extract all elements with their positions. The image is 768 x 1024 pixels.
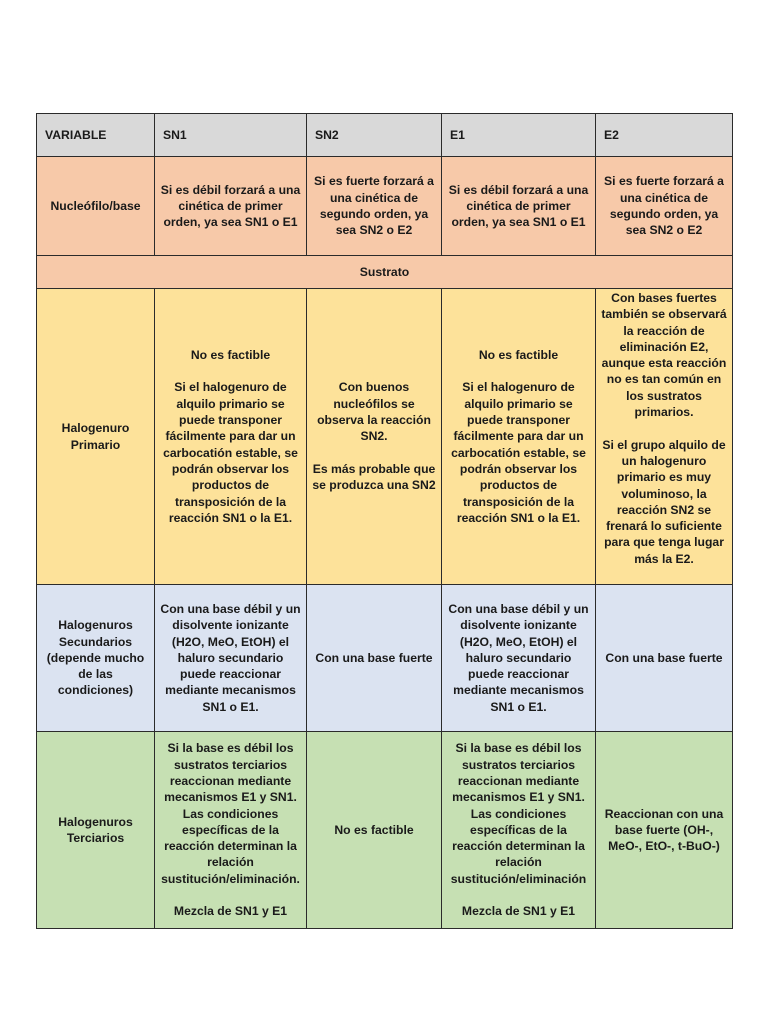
row-secundario bbox=[37, 585, 733, 732]
row-nucleofilo bbox=[37, 157, 733, 256]
cell-primario-e2: Con bases fuertes también se observará la reacción de eliminación E2, aunque esta reacción no es tan común en los sustratos primarios. Si el grupo alquilo de un halogenuro primario es muy voluminoso, la reacción SN2 se frenará lo suficiente para que tenga lugar más la E2. bbox=[596, 289, 733, 585]
row-sustrato-section bbox=[37, 256, 733, 289]
row-primario bbox=[37, 289, 733, 585]
comparison-table bbox=[36, 113, 733, 929]
cell-secundario-e2: Con una base fuerte bbox=[596, 585, 733, 732]
cell-primario-e1: No es factible Si el halogenuro de alquilo primario se puede transponer fácilmente para dar un carbocatión estable, se podrán observar los productos de transposición de la reacción SN1 o la E1. bbox=[442, 289, 596, 585]
row-terciario bbox=[37, 732, 733, 929]
cell-primario-sn2: Con buenos nucleófilos se observa la reacción SN2. Es más probable que se produzca una SN2 bbox=[307, 289, 442, 585]
row-label-primario: Halogenuro Primario bbox=[37, 289, 155, 585]
cell-nucleofilo-e1: Si es débil forzará a una cinética de primer orden, ya sea SN1 o E1 bbox=[442, 157, 596, 256]
header-e2: E2 bbox=[596, 114, 733, 157]
cell-secundario-sn1: Con una base débil y un disolvente ionizante (H2O, MeO, EtOH) el haluro secundario puede reaccionar mediante mecanismos SN1 o E1. bbox=[155, 585, 307, 732]
cell-terciario-e2: Reaccionan con una base fuerte (OH-, MeO-, EtO-, t-BuO-) bbox=[596, 732, 733, 929]
cell-terciario-sn2: No es factible bbox=[307, 732, 442, 929]
header-row bbox=[37, 114, 733, 157]
header-variable: VARIABLE bbox=[37, 114, 155, 157]
header-sn1: SN1 bbox=[155, 114, 307, 157]
cell-terciario-sn1: Si la base es débil los sustratos terciarios reaccionan mediante mecanismos E1 y SN1. Las condiciones específicas de la reacción determinan la relación sustitución/eliminación. Mezcla de SN1 y E1 bbox=[155, 732, 307, 929]
cell-nucleofilo-sn2: Si es fuerte forzará a una cinética de segundo orden, ya sea SN2 o E2 bbox=[307, 157, 442, 256]
header-e1: E1 bbox=[442, 114, 596, 157]
header-sn2: SN2 bbox=[307, 114, 442, 157]
cell-secundario-sn2: Con una base fuerte bbox=[307, 585, 442, 732]
row-label-secundario: Halogenuros Secundarios (depende mucho de las condiciones) bbox=[37, 585, 155, 732]
row-label-nucleofilo: Nucleófilo/base bbox=[37, 157, 155, 256]
section-title-sustrato: Sustrato bbox=[37, 256, 733, 289]
cell-nucleofilo-sn1: Si es débil forzará a una cinética de primer orden, ya sea SN1 o E1 bbox=[155, 157, 307, 256]
row-label-terciario: Halogenuros Terciarios bbox=[37, 732, 155, 929]
cell-nucleofilo-e2: Si es fuerte forzará a una cinética de segundo orden, ya sea SN2 o E2 bbox=[596, 157, 733, 256]
cell-secundario-e1: Con una base débil y un disolvente ionizante (H2O, MeO, EtOH) el haluro secundario puede reaccionar mediante mecanismos SN1 o E1. bbox=[442, 585, 596, 732]
cell-primario-sn1: No es factible Si el halogenuro de alquilo primario se puede transponer fácilmente para dar un carbocatión estable, se podrán observar los productos de transposición de la reacción SN1 o la E1. bbox=[155, 289, 307, 585]
cell-terciario-e1: Si la base es débil los sustratos terciarios reaccionan mediante mecanismos E1 y SN1. Las condiciones específicas de la reacción determinan la relación sustitución/eliminación Mezcla de SN1 y E1 bbox=[442, 732, 596, 929]
